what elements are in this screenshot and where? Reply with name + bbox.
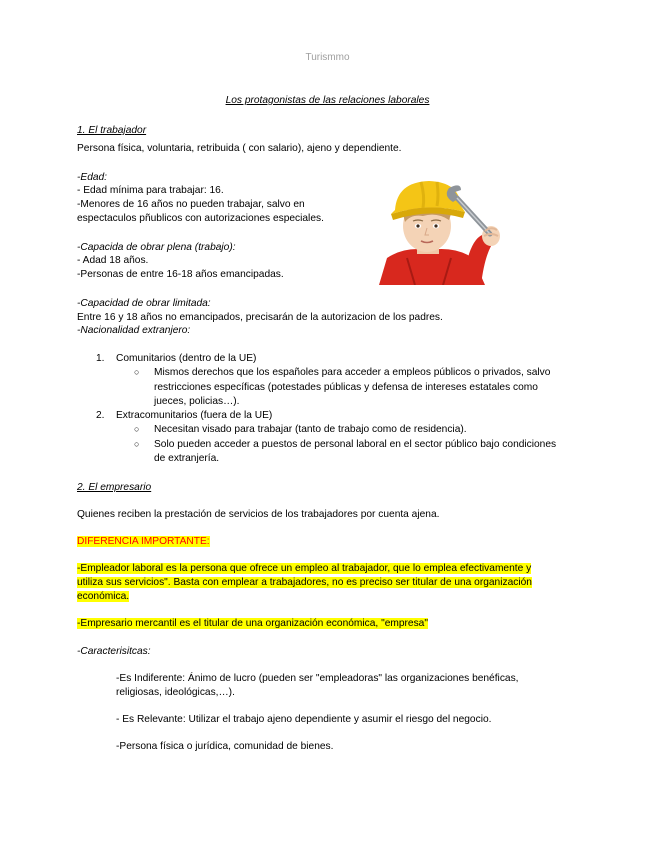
bullet-icon: ○ [134, 424, 140, 434]
comunitarios-label: Comunitarios (dentro de la UE) [116, 353, 257, 364]
limitada-line-1: Entre 16 y 18 años no emancipados, precisarán de la autorizacion de los padres. [77, 312, 443, 323]
empleador-line-2-text: utiliza sus servicios". Basta con emplear a trabajadores, no es preciso ser titular de una organización [77, 577, 532, 588]
list-number-2: 2. [96, 410, 105, 421]
edad-line-1: - Edad mínima para trabajar: 16. [77, 185, 224, 196]
section-2-heading: 2. El empresario [77, 482, 152, 493]
extracomunitarios-bullet-line-2: Solo pueden acceder a puestos de personal laboral en el sector público bajo condiciones [154, 439, 557, 450]
empleador-line-1-text: -Empleador laboral es la persona que ofrece un empleo al trabajador, que lo emplea efectivamente y [77, 563, 532, 574]
empleador-line-3 [77, 590, 129, 603]
important-difference-label [77, 535, 210, 548]
limitada-label: -Capacidad de obrar limitada: [77, 298, 211, 309]
edad-line-3: espectaculos pñublicos con autorizaciones especiales. [77, 213, 324, 224]
nacionalidad-label: -Nacionalidad extranjero: [77, 325, 191, 336]
bullet-icon: ○ [134, 367, 140, 377]
important-difference-text: DIFERENCIA IMPORTANTE: [77, 536, 210, 547]
edad-line-2: -Menores de 16 años no pueden trabajar, salvo en [77, 199, 305, 210]
comunitarios-bullet-line-3: jueces, policias…). [154, 396, 240, 407]
empleador-line-1 [77, 562, 531, 575]
indiferente-line-2: religiosas, ideológicas,…). [116, 687, 235, 698]
empleador-line-3-text: económica. [77, 591, 130, 602]
plena-line-1: - Adad 18 años. [77, 255, 149, 266]
section-1-heading: 1. El trabajador [77, 125, 147, 136]
page-header: Turismmo [305, 52, 350, 63]
comunitarios-bullet-line-1: Mismos derechos que los españoles para acceder a empleos públicos o privados, salvo [154, 367, 551, 378]
extracomunitarios-label: Extracomunitarios (fuera de la UE) [116, 410, 273, 421]
list-number-1: 1. [96, 353, 105, 364]
edad-label: -Edad: [77, 172, 108, 183]
worker-definition: Persona física, voluntaria, retribuida ( con salario), ajeno y dependiente. [77, 143, 402, 154]
comunitarios-bullet-line-2: restricciones específicas (potestades públicas y defensa de intereses estatales como [154, 382, 538, 393]
mercantil-text: -Empresario mercantil es el titular de una organización económica, "empresa" [77, 618, 428, 629]
employer-definition: Quienes reciben la prestación de servicios de los trabajadores por cuenta ajena. [77, 509, 440, 520]
empleador-line-2 [77, 576, 532, 589]
bullet-icon: ○ [134, 439, 140, 449]
indiferente-line-1: -Es Indiferente: Ánimo de lucro (pueden ser "empleadoras" las organizaciones benéficas, [116, 673, 519, 684]
relevante-line: - Es Relevante: Utilizar el trabajo ajeno dependiente y asumir el riesgo del negocio. [116, 714, 492, 725]
child-worker-photo [357, 176, 519, 285]
plena-label: -Capacida de obrar plena (trabajo): [77, 242, 236, 253]
document-title: Los protagonistas de las relaciones laborales [225, 95, 430, 106]
extracomunitarios-bullet-line-1: Necesitan visado para trabajar (tanto de trabajo como de residencia). [154, 424, 467, 435]
extracomunitarios-bullet-line-3: de extranjería. [154, 453, 220, 464]
plena-line-2: -Personas de entre 16-18 años emancipadas. [77, 269, 284, 280]
mercantil-line [77, 617, 428, 630]
caracteristicas-label: -Caracterisitcas: [77, 646, 151, 657]
persona-line: -Persona física o jurídica, comunidad de bienes. [116, 741, 334, 752]
